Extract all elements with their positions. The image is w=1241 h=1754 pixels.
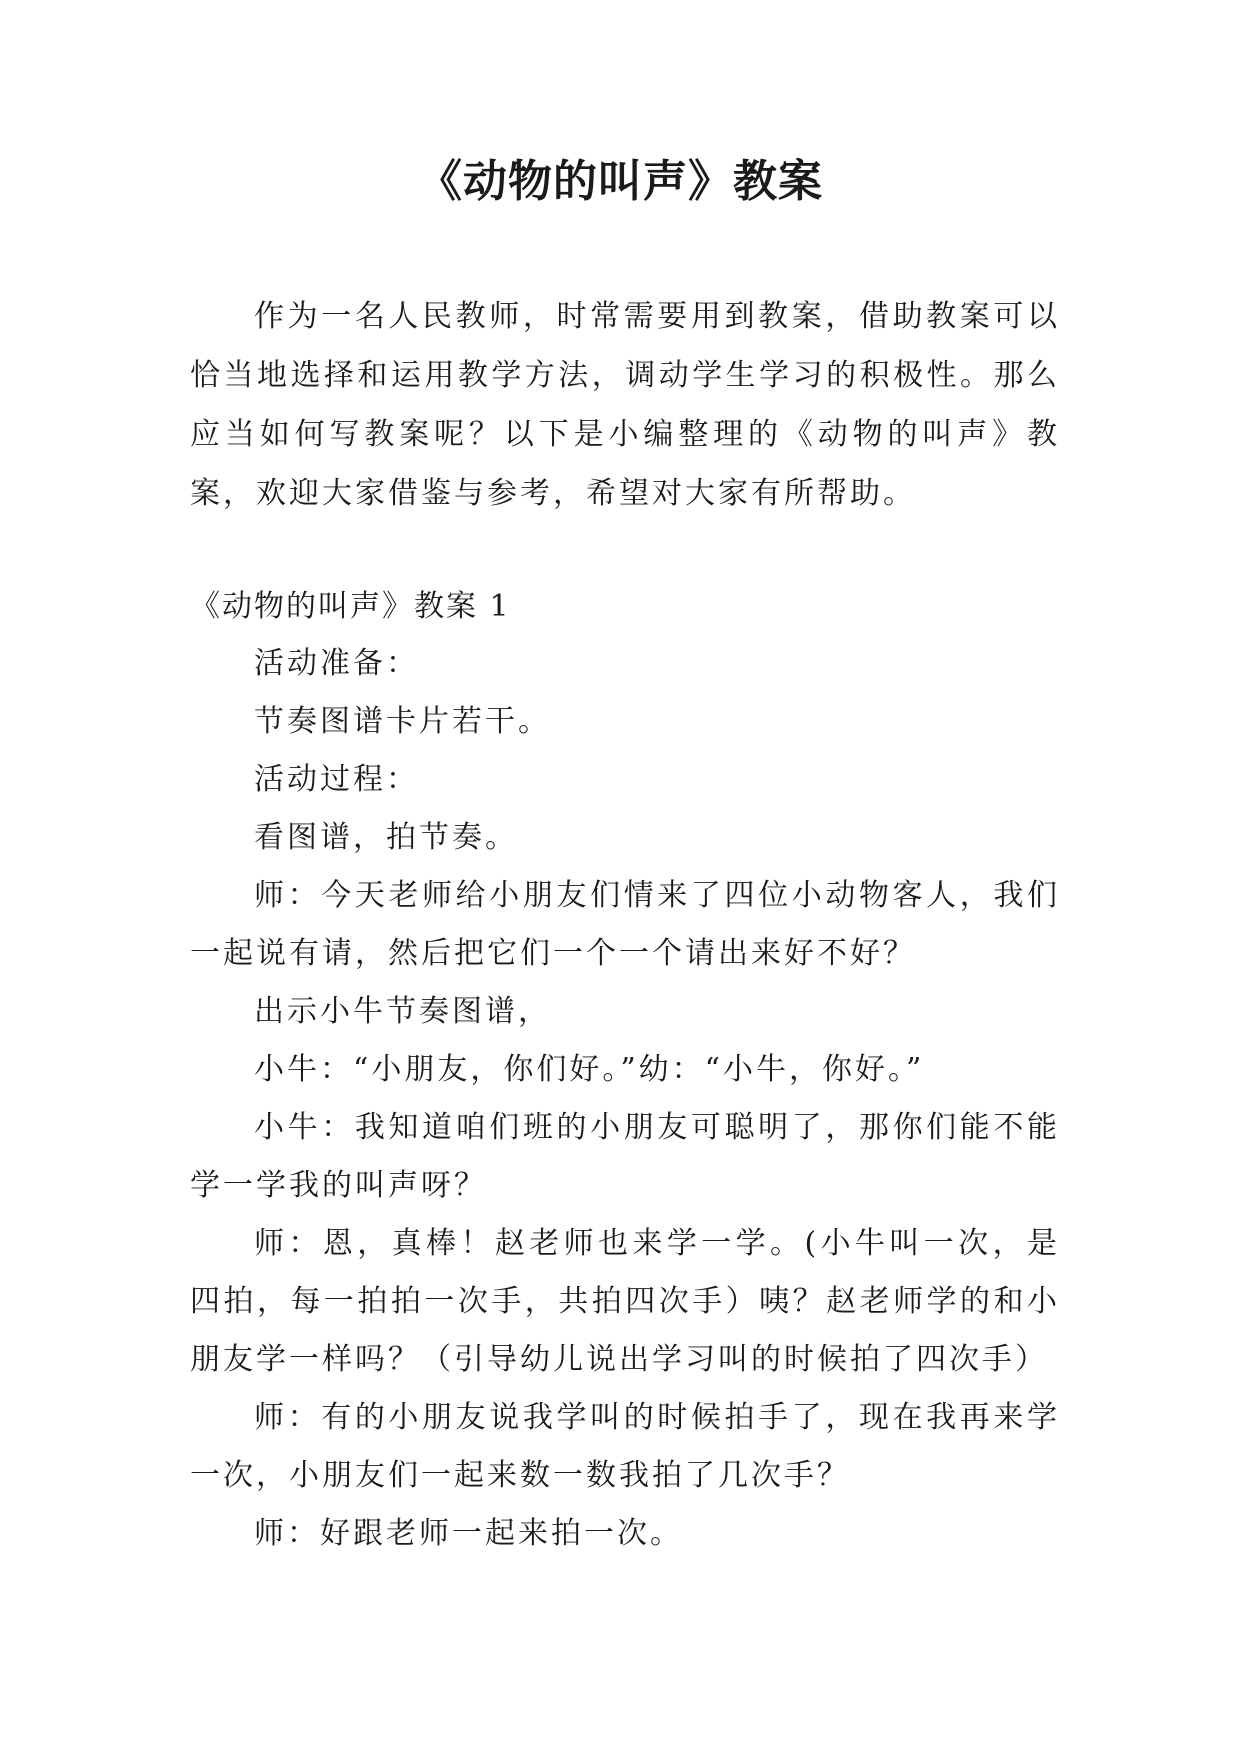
paragraph-calf-greeting: 小牛：“小朋友，你们好。”幼：“小牛，你好。”	[254, 1052, 925, 1087]
paragraph-step-1: 看图谱，拍节奏。	[254, 820, 518, 855]
paragraph-activity-prep: 节奏图谱卡片若干。	[254, 704, 551, 739]
paragraph-teacher-intro: 师：今天老师给小朋友们情来了四位小动物客人，我们一起说有请，然后把它们一个一个请出来好不好？	[190, 878, 1060, 971]
paragraph-activity-process-label: 活动过程：	[254, 762, 419, 797]
paragraph-teacher-count: 师：有的小朋友说我学叫的时候拍手了，现在我再来学一次，小朋友们一起来数一数我拍了几次手？	[190, 1400, 1060, 1493]
section-heading: 《动物的叫声》教案 1	[190, 589, 511, 624]
paragraph-clap-together: 师：好跟老师一起来拍一次。	[254, 1516, 683, 1551]
document-title: 《动物的叫声》教案	[418, 156, 823, 207]
paragraph-activity-prep-label: 活动准备：	[254, 646, 419, 681]
paragraph-show-calf-chart: 出示小牛节奏图谱，	[254, 994, 551, 1029]
intro-paragraph: 作为一名人民教师，时常需要用到教案，借助教案可以恰当地选择和运用教学方法，调动学生学习的积极性。那么应当如何写教案呢？以下是小编整理的《动物的叫声》教案，欢迎大家借鉴与参考，希望对大家有所帮助。	[190, 299, 1060, 511]
paragraph-calf-question: 小牛：我知道咱们班的小朋友可聪明了，那你们能不能学一学我的叫声呀？	[190, 1110, 1060, 1203]
paragraph-teacher-demo: 师：恩，真棒！赵老师也来学一学。(小牛叫一次，是四拍，每一拍拍一次手，共拍四次手）咦？赵老师学的和小朋友学一样吗？（引导幼儿说出学习叫的时候拍了四次手）	[190, 1226, 1060, 1377]
document-body	[190, 578, 1060, 1563]
